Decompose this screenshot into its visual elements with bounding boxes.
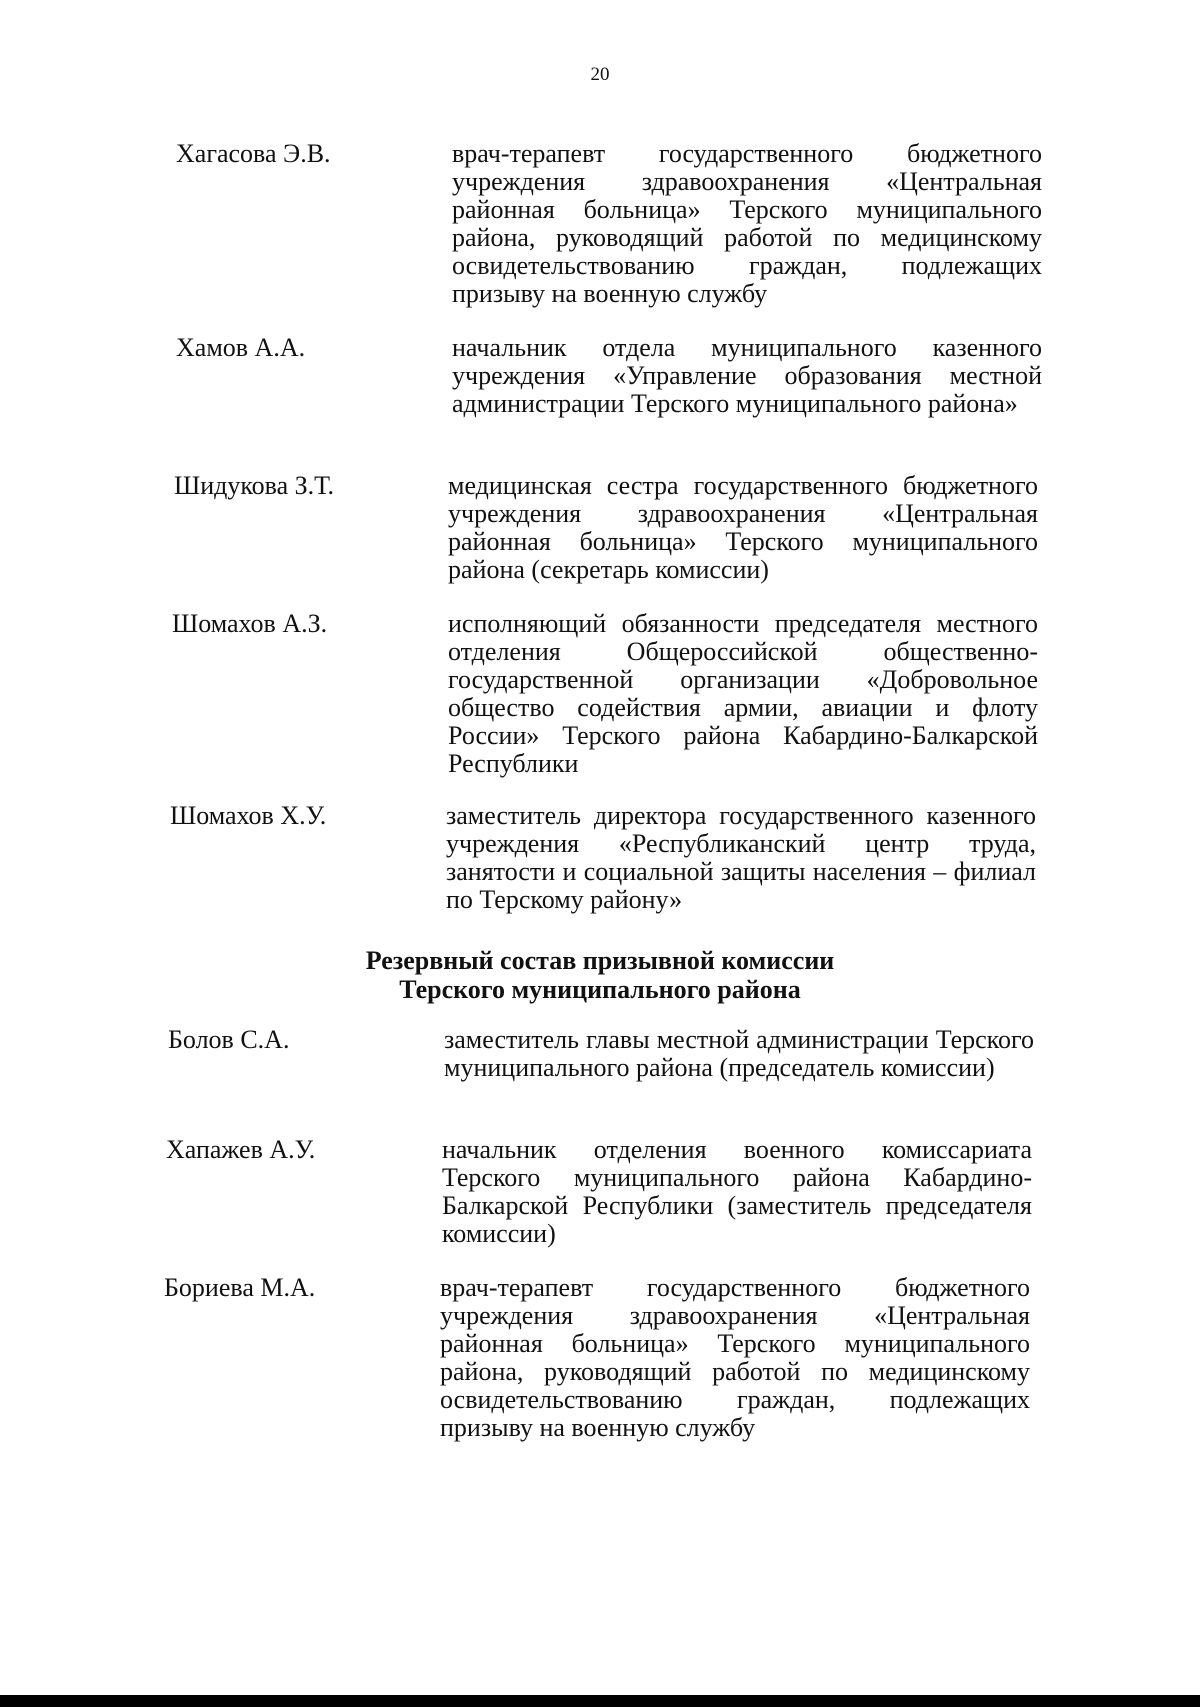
member-name: Шидукова З.Т. [174,471,334,500]
member-role: начальник отдела муниципального казенного учреждения «Управление образования местной администрации Терского муниципального района» [452,333,1042,418]
scan-edge-bar [0,1695,1200,1707]
member-role: врач-терапевт государственного бюджетного учреждения здравоохранения «Центральная районная больница» Терского муниципального района, руководящий работой по медицинскому освидетельствованию граждан, подлежащих призыву на военную службу [452,139,1042,308]
member-name: Шомахов А.З. [172,609,328,638]
member-role: медицинская сестра государственного бюджетного учреждения здравоохранения «Центральная районная больница» Терского муниципального района (секретарь комиссии) [448,471,1038,584]
reserve-heading-line2: Терского муниципального района [399,975,801,1004]
member-role: начальник отделения военного комиссариата Терского муниципального района Кабардино-Балкарской Республики (заместитель председателя комиссии) [442,1135,1032,1248]
member-name: Болов С.А. [168,1025,290,1054]
member-name: Бориева М.А. [164,1273,316,1302]
page-number: 20 [590,64,610,85]
member-role: исполняющий обязанности председателя местного отделения Общероссийской общественно-государственной организации «Добровольное общество содействия армии, авиации и флоту России» Терского района Кабардино-Балкарской Республики [448,609,1038,778]
member-role: заместитель директора государственного казенного учреждения «Республиканский центр труда, занятости и социальной защиты населения – филиал по Терскому району» [446,801,1036,914]
reserve-heading [0,946,1200,1004]
member-name: Шомахов Х.У. [170,801,327,830]
member-role: заместитель главы местной администрации Терского муниципального района (председатель комиссии) [444,1025,1034,1082]
member-role: врач-терапевт государственного бюджетного учреждения здравоохранения «Центральная районная больница» Терского муниципального района, руководящий работой по медицинскому освидетельствованию граждан, подлежащих призыву на военную службу [440,1273,1030,1442]
reserve-heading-line1: Резервный состав призывной комиссии [365,946,835,975]
member-name: Хапажев А.У. [166,1135,316,1164]
member-name: Хагасова Э.В. [176,139,331,168]
member-name: Хамов А.А. [176,333,306,362]
